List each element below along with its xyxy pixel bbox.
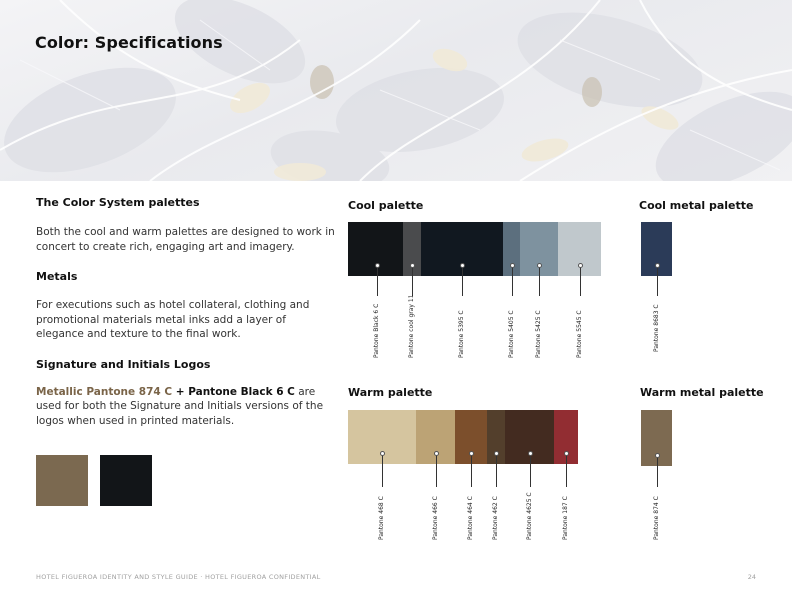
hero-banner (0, 0, 792, 181)
logos-heading: Signature and Initials Logos (36, 357, 211, 371)
logos-metallic-text: Metallic Pantone 874 C (36, 385, 173, 398)
swatch-label: Pantone 187 C (562, 496, 569, 540)
logos-plus-text: + (172, 385, 189, 398)
leader-line (580, 265, 581, 296)
leader-line (382, 453, 383, 487)
swatch-marker-dot (410, 263, 415, 268)
warm-metal-palette-title: Warm metal palette (640, 386, 764, 399)
page-title: Color: Specifications (35, 33, 223, 52)
color-system-body: Both the cool and warm palettes are designed to work in concert to create rich, engaging art and imagery. (36, 226, 335, 253)
leader-line (496, 453, 497, 487)
cool-metal-palette-title: Cool metal palette (639, 199, 754, 212)
swatch-marker-dot (469, 451, 474, 456)
swatch-marker-dot (434, 451, 439, 456)
leader-line (471, 453, 472, 487)
swatch-marker-dot (510, 263, 515, 268)
swatch-label: Pantone 468 C (378, 496, 385, 540)
logos-rest-text: are used for both the Signature and Initials versions of the logos when used in printed materials. (36, 385, 324, 427)
swatch-label: Pantone 4625 C (526, 492, 533, 540)
swatch-label: Pantone 8683 C (653, 304, 660, 352)
logos-body (36, 385, 336, 429)
swatch-marker-dot (460, 263, 465, 268)
metals-body: For executions such as hotel collateral, clothing and promotional materials metal inks add a layer of elegance and texture to the final work. (36, 299, 310, 340)
swatch-marker-dot (655, 453, 660, 458)
leader-line (462, 265, 463, 296)
swatch-marker-dot (380, 451, 385, 456)
color-system-heading: The Color System palettes (36, 196, 200, 209)
leader-line (436, 453, 437, 487)
cool-palette-title: Cool palette (348, 199, 424, 212)
leader-line (539, 265, 540, 296)
swatch-pantone-black-6-c (348, 222, 403, 276)
swatch-marker-dot (564, 451, 569, 456)
logo-swatch-metallic (36, 455, 88, 506)
leader-line (512, 265, 513, 296)
leader-line (530, 453, 531, 487)
leaf-background-image (0, 0, 792, 181)
swatch-label: Pantone 5395 C (458, 310, 465, 358)
leader-line (566, 453, 567, 487)
page-number: 24 (747, 573, 756, 581)
footer-text: HOTEL FIGUEROA IDENTITY AND STYLE GUIDE · HOTEL FIGUEROA CONFIDENTIAL (36, 573, 321, 581)
leader-line (377, 265, 378, 296)
swatch-label: Pantone 5425 C (535, 310, 542, 358)
metals-heading: Metals (36, 270, 78, 283)
logo-swatch-black (100, 455, 152, 506)
swatch-label: Pantone 462 C (492, 496, 499, 540)
swatch-marker-dot (578, 263, 583, 268)
swatch-label: Pantone cool gray 11 (408, 294, 415, 358)
leader-line (657, 265, 658, 296)
swatch-label: Pantone 464 C (467, 496, 474, 540)
swatch-label: Pantone 874 C (653, 496, 660, 540)
intro-column (36, 196, 336, 428)
leader-line (412, 265, 413, 296)
swatch-marker-dot (528, 451, 533, 456)
swatch-label: Pantone 5405 C (508, 310, 515, 358)
swatch-marker-dot (375, 263, 380, 268)
leader-line (657, 455, 658, 487)
swatch-label: Pantone 5545 C (576, 310, 583, 358)
swatch-label: Pantone Black 6 C (373, 303, 380, 358)
warm-palette-title: Warm palette (348, 386, 433, 399)
swatch-marker-dot (655, 263, 660, 268)
logos-black-text: Pantone Black 6 C (188, 385, 295, 398)
swatch-label: Pantone 466 C (432, 496, 439, 540)
swatch-marker-dot (494, 451, 499, 456)
swatch-marker-dot (537, 263, 542, 268)
